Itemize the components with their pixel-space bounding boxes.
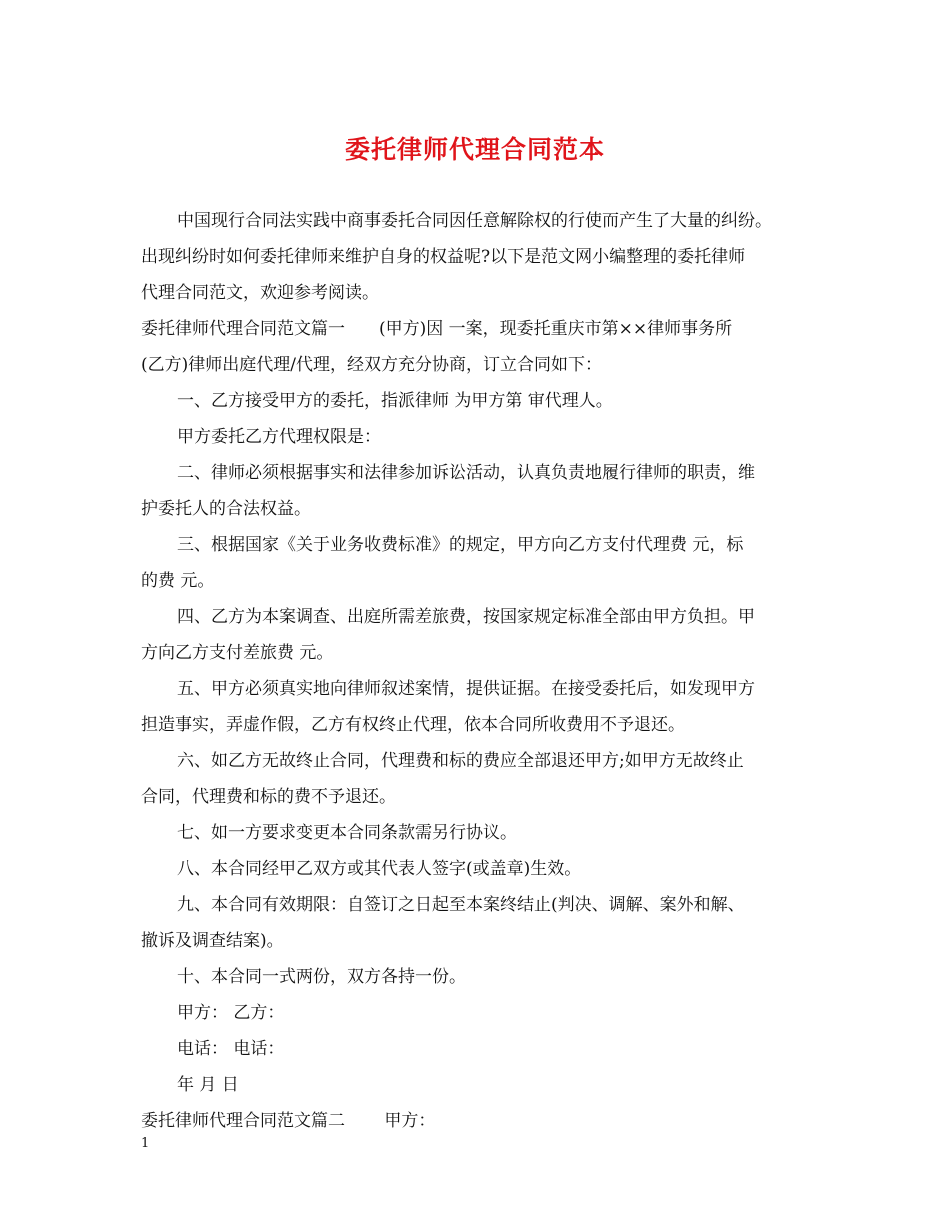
paragraph-line: 方向乙方支付差旅费 元。 [141, 643, 334, 663]
signature-parties-line: 甲方： 乙方： [177, 1003, 285, 1023]
clause-line: 一、乙方接受甲方的委托，指派律师 为甲方第 审代理人。 [177, 391, 613, 411]
clause-line: 二、律师必须根据事实和法律参加诉讼活动，认真负责地履行律师的职责，维 [177, 463, 755, 483]
section-heading-line: 委托律师代理合同范文篇二 甲方： [141, 1111, 436, 1131]
paragraph-line: 护委托人的合法权益。 [141, 499, 311, 519]
signature-date-line: 年 月 日 [177, 1075, 239, 1095]
paragraph-line: 中国现行合同法实践中商事委托合同因任意解除权的行使而产生了大量的纠纷。 [177, 211, 772, 231]
page-number: 1 [141, 1136, 150, 1151]
document-body [141, 203, 831, 1139]
paragraph-line: 的费 元。 [141, 571, 215, 591]
paragraph-line: 合同，代理费和标的费不予退还。 [141, 787, 396, 807]
paragraph-line: (乙方)律师出庭代理/代理，经双方充分协商，订立合同如下： [141, 355, 602, 375]
clause-line: 三、根据国家《关于业务收费标准》的规定，甲方向乙方支付代理费 元，标 [177, 535, 744, 555]
clause-line: 九、本合同有效期限：自签订之日起至本案终结止(判决、调解、案外和解、 [177, 895, 745, 915]
paragraph-line: 担造事实，弄虚作假，乙方有权终止代理，依本合同所收费用不予退还。 [141, 715, 685, 735]
paragraph-line: 撤诉及调查结案)。 [141, 931, 284, 951]
clause-line: 八、本合同经甲乙双方或其代表人签字(或盖章)生效。 [177, 859, 582, 879]
section-heading-line: 委托律师代理合同范文篇一 (甲方)因 一案，现委托重庆市第××律师事务所 [141, 319, 733, 339]
paragraph-line: 甲方委托乙方代理权限是： [177, 427, 381, 447]
paragraph-line: 出现纠纷时如何委托律师来维护自身的权益呢?以下是范文网小编整理的委托律师 [141, 247, 746, 267]
clause-line: 五、甲方必须真实地向律师叙述案情，提供证据。在接受委托后，如发现甲方 [177, 679, 755, 699]
signature-phone-line: 电话： 电话： [177, 1039, 285, 1059]
clause-line: 六、如乙方无故终止合同，代理费和标的费应全部退还甲方;如甲方无故终止 [177, 751, 744, 771]
clause-line: 七、如一方要求变更本合同条款需另行协议。 [177, 823, 517, 843]
document-title: 委托律师代理合同范本 [344, 135, 605, 164]
clause-line: 十、本合同一式两份，双方各持一份。 [177, 967, 466, 987]
clause-line: 四、乙方为本案调查、出庭所需差旅费，按国家规定标准全部由甲方负担。甲 [177, 607, 755, 627]
paragraph-line: 代理合同范文，欢迎参考阅读。 [141, 283, 379, 303]
